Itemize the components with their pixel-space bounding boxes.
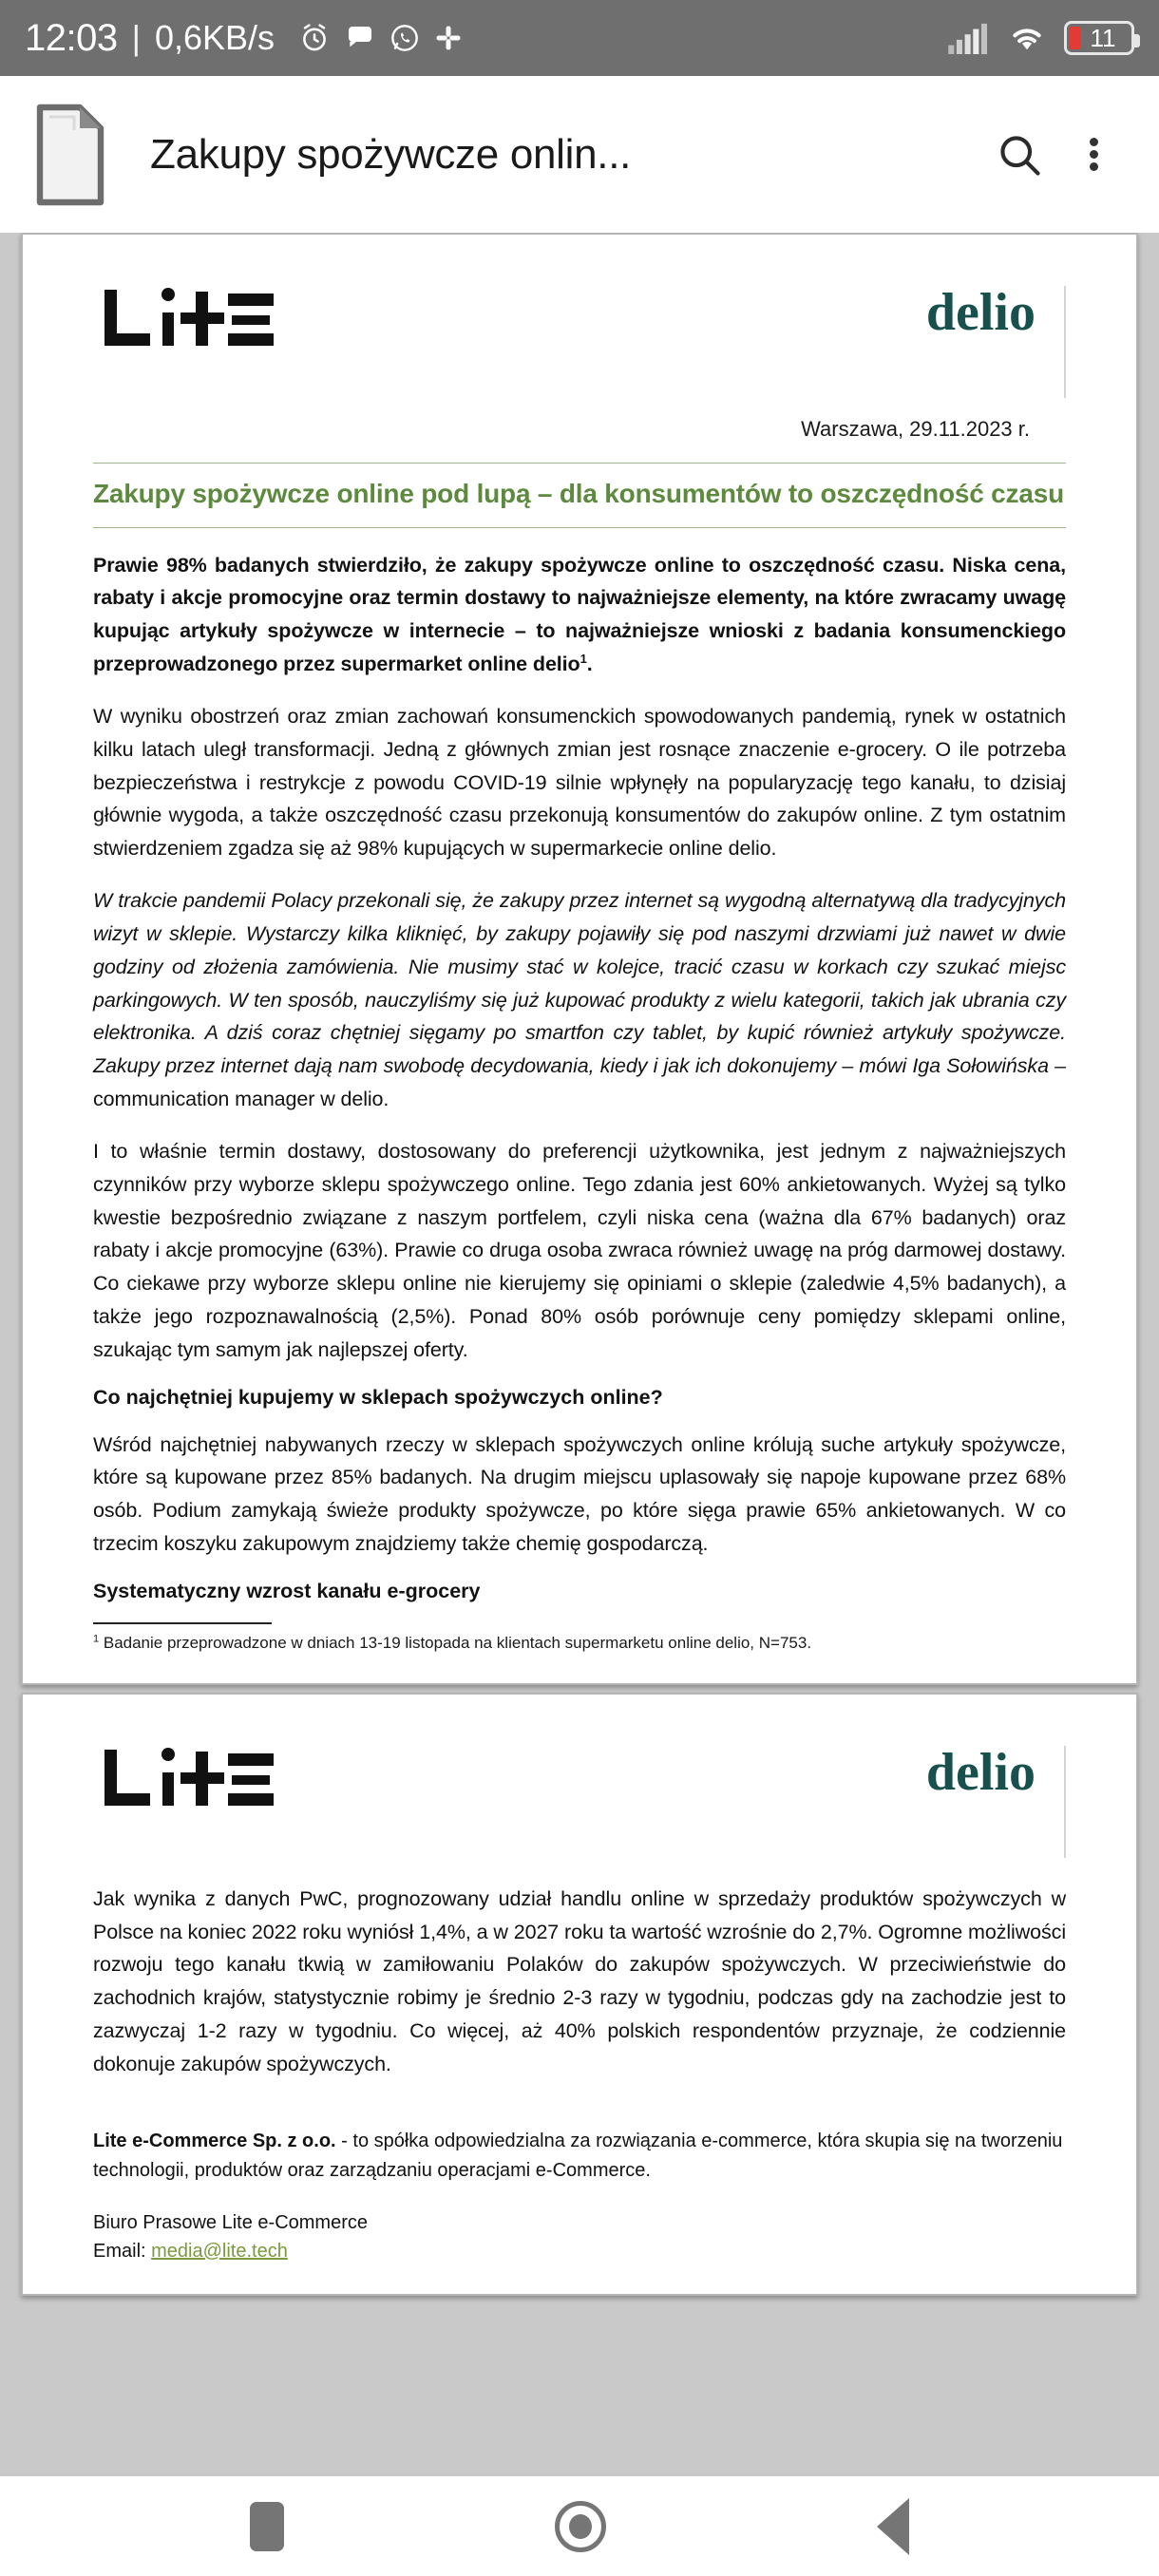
page1-letterhead (93, 278, 1066, 371)
recents-icon[interactable] (250, 2502, 284, 2551)
company-description (93, 2127, 1066, 2186)
document-page-2 (21, 1693, 1138, 2296)
battery-percent: 11 (1090, 24, 1116, 52)
message-icon (345, 23, 375, 53)
footnote-text (93, 1632, 1066, 1655)
page-title: Zakupy spożywcze onlin... (150, 130, 632, 178)
page-gap (0, 1685, 1159, 1693)
quote-attribution: communication manager w delio. (93, 1088, 390, 1111)
network-speed: 0,6KB/s (154, 18, 276, 57)
search-button[interactable] (982, 118, 1056, 192)
footnote-section (93, 1622, 1066, 1655)
wifi-icon (1005, 22, 1049, 54)
document-title: Zakupy spożywcze online pod lupą – dla konsumentów to oszczędność czasu (93, 463, 1066, 528)
page2-paragraph-1: Jak wynika z danych PwC, prognozowany udział handlu online w sprzedaży produktów spożywczych w Polsce na koniec 2022 roku wyniósł 1,4%, a w 2027 roku ta wartość wzrośnie do 2,7%. Ogromne możliwości rozwoju tego kanału tkwią w zamiłowaniu Polaków do zakupów spożywczych. W przeciwieństwie do zachodnich krajów, statystycznie robimy je średnio 2-3 razy w tygodniu, podczas gdy na zachodzie jest to zazwyczaj 1-2 razy w tygodniu. Co więcej, aż 40% polskich respondentów przyznaje, że codziennie dokonuje zakupów spożywczych. (93, 1886, 1066, 2075)
status-bar-left (25, 17, 463, 60)
status-bar-right (946, 21, 1134, 55)
press-office: Biuro Prasowe Lite e-Commerce (93, 2211, 368, 2233)
delio-logo: delio (926, 286, 1066, 398)
status-notification-icons (298, 22, 463, 54)
subheading-1: Co najchętniej kupujemy w sklepach spożywczych online? (93, 1385, 663, 1409)
lead-tail: . (586, 653, 593, 676)
email-label: Email: (93, 2240, 152, 2262)
footnote-number: 1 (93, 1633, 100, 1645)
slack-icon (434, 24, 463, 52)
company-name: Lite e-Commerce Sp. z o.o. (93, 2130, 336, 2151)
status-bar[interactable] (0, 0, 1159, 76)
lead-paragraph (93, 549, 1066, 681)
android-nav-bar (0, 2476, 1159, 2576)
paragraph-5: Wśród najchętniej nabywanych rzeczy w sklepach spożywczych online królują suche artykuły spożywcze, które są kupowane przez 85% badanych. Na drugim miejscu uplasowały się napoje kupowane przez 68% osób. Podium zamykają świeże produkty spożywcze, po które sięga prawie 65% ankietowanych. W co trzecim koszyku zakupowym znajdziemy także chemię gospodarczą. (93, 1432, 1066, 1556)
whatsapp-icon (390, 23, 420, 53)
paragraph-2: W wyniku obostrzeń oraz zmian zachowań konsumenckich spowodowanych pandemią, rynek w ostatnich kilku latach uległ transformacji. Jedną z głównych zmian jest rosnące znaczenie e-grocery. O ile potrzeba bezpieczeństwa i restrykcje z powodu COVID-19 silnie wpłynęły na popularyzację tego kanału, to dzisiaj głównie wygoda, a także oszczędność czasu przekonują konsumentów do zakupów online. Z tym ostatnim stwierdzeniem zgadza się aż 98% kupujących w supermarkecie online delio. (93, 704, 1066, 861)
search-icon (995, 130, 1044, 180)
email-link[interactable]: media@lite.tech (151, 2240, 288, 2262)
battery-indicator (1064, 21, 1134, 55)
status-clock: 12:03 (25, 16, 118, 59)
quote-paragraph (93, 884, 1066, 1116)
back-icon[interactable] (877, 2498, 909, 2555)
quote-text: W trakcie pandemii Polacy przekonali się, że zakupy przez internet są wygodną alternatywą dla tradycyjnych wizyt w sklepie. Wystarczy kilka kliknięć, by zakupy pojawiły się pod naszymi drzwiami już nawet w dwie godziny od złożenia zamówienia. Nie musimy stać w kolejce, tracić czasu w korkach czy szukać miejsc parkingowych. W ten sposób, nauczyliśmy się już kupować produkty z wielu kategorii, takich jak ubrania czy elektronika. A dziś coraz chętniej sięgamy po smartfon czy tablet, by kupić również artykuły spożywcze. Zakupy przez internet dają nam swobodę decydowania, kiedy i jak ich dokonujemy – mówi Iga Sołowińska – (93, 889, 1066, 1078)
status-separator: | (131, 18, 141, 57)
lead-text: Prawie 98% badanych stwierdziło, że zakupy spożywcze online to oszczędność czasu. Niska cena, rabaty i akcje promocyjne oraz termin dostawy to najważniejsze elementy, na które zwracamy uwagę kupując artykuły spożywcze w internecie – to najważniejsze wnioski z badania konsumenckiego przeprowadzonego przez supermarket online delio (93, 553, 1066, 676)
overflow-menu-button[interactable] (1056, 118, 1130, 192)
lite-logo (104, 278, 274, 356)
alarm-icon (298, 22, 331, 54)
dateline: Warszawa, 29.11.2023 r. (801, 417, 1030, 441)
footnote-body: Badanie przeprowadzone w dniach 13-19 listopada na klientach supermarketu online delio, N=753. (103, 1633, 812, 1652)
document-viewer[interactable] (0, 233, 1159, 2476)
email-row (93, 2237, 1066, 2265)
overflow-menu-icon (1090, 134, 1098, 175)
subheading-2: Systematyczny wzrost kanału e-grocery (93, 1579, 481, 1602)
document-icon[interactable] (36, 102, 104, 208)
page2-letterhead (93, 1738, 1066, 1831)
footnote-separator (93, 1622, 272, 1624)
company-desc-text: - to spółka odpowiedzialna za rozwiązania e-commerce, która skupia się na tworzeniu technologii, produktów oraz zarządzaniu operacjami e-Commerce. (93, 2130, 1063, 2181)
document-page-1 (21, 233, 1138, 1685)
home-icon[interactable] (555, 2501, 606, 2552)
delio-logo: delio (926, 1746, 1066, 1858)
app-bar (0, 76, 1159, 233)
footnote-marker: 1 (580, 651, 587, 666)
paragraph-4: I to właśnie termin dostawy, dostosowany do preferencji użytkownika, jest jednym z najważniejszych czynników przy wyborze sklepu spożywczego online. Tego zdania jest 60% ankietowanych. Wyżej są tylko kwestie bezpośrednio związane z naszym portfelem, czyli niska cena (ważna dla 67% badanych) oraz rabaty i akcje promocyjne (63%). Prawie co druga osoba zwraca również uwagę na próg darmowej dostawy. Co ciekawe przy wyborze sklepu online nie kierujemy się opiniami o sklepie (zaledwie 4,5% badanych), a także jego rozpoznawalnością (2,5%). Ponad 80% osób porównuje ceny pomiędzy sklepami online, szukając tym samym jak najlepszej oferty. (93, 1139, 1066, 1361)
lite-logo (104, 1738, 274, 1816)
signal-bars-icon (946, 22, 990, 54)
